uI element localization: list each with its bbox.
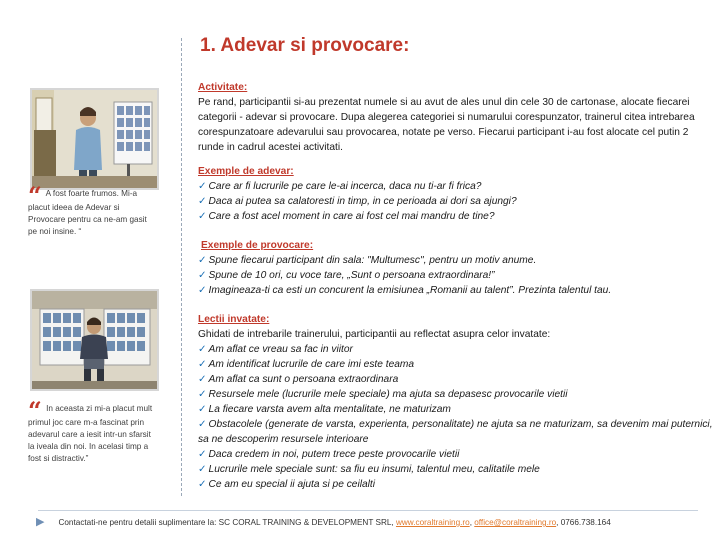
checkmark-icon: ✓	[198, 344, 207, 355]
list-item: ✓ Daca credem in noi, putem trece peste provocarile vietii	[198, 449, 460, 460]
footer-divider	[38, 510, 698, 511]
section-exemple-adevar	[198, 164, 716, 224]
lectii-intro: Ghidati de intrebarile trainerului, participantii au reflectat asupra celor invatate:	[198, 329, 551, 340]
checkmark-icon: ✓	[198, 285, 207, 296]
checkmark-icon: ✓	[198, 255, 207, 266]
website-link[interactable]: www.coraltraining.ro	[395, 518, 470, 527]
photo-presenter-illustration	[32, 90, 157, 188]
checkmark-icon: ✓	[198, 449, 207, 460]
footer-contact: ▶ Contactati-ne pentru detalii suplimentare la: SC CORAL TRAINING & DEVELOPMENT SRL, www.coraltraining.ro, office@coraltraining.ro, 0766.738.164	[36, 516, 611, 528]
footer-text: Contactati-ne pentru detalii suplimentare la: SC CORAL TRAINING & DEVELOPMENT SRL,	[58, 518, 396, 527]
list-item: ✓ Obstacolele (generate de varsta, experienta, personalitate) ne ajuta sa ne maturizam, sa devenim mai puternici, sa ne descoperim resursele interioare	[198, 419, 713, 445]
checkmark-icon: ✓	[198, 270, 207, 281]
section-exemple-provocare	[198, 238, 716, 298]
quote-mark-icon: “	[28, 396, 42, 425]
checkmark-icon: ✓	[198, 404, 207, 415]
column-divider	[181, 38, 183, 496]
testimonial-quote-1	[28, 181, 158, 238]
list-item: ✓ Daca ai putea sa calatoresti in timp, in ce perioada ai dori sa ajungi?	[198, 196, 517, 207]
list-item: ✓ Am aflat ce vreau sa fac in viitor	[198, 344, 353, 355]
checkmark-icon: ✓	[198, 464, 207, 475]
checkmark-icon: ✓	[198, 181, 207, 192]
checkmark-icon: ✓	[198, 374, 207, 385]
lectii-heading: Lectii invatate:	[198, 314, 270, 325]
exemple-provocare-heading: Exemple de provocare:	[201, 240, 314, 251]
list-item: ✓ Care ar fi lucrurile pe care le-ai incerca, daca nu ti-ar fi frica?	[198, 181, 482, 192]
activitate-heading: Activitate:	[198, 82, 248, 93]
checkmark-icon: ✓	[198, 211, 207, 222]
list-item: ✓ Care a fost acel moment in care ai fost cel mai mandru de tine?	[198, 211, 495, 222]
page-title: 1. Adevar si provocare:	[200, 35, 410, 56]
list-item: ✓ Ce am eu special ii ajuta si pe ceilalti	[198, 479, 376, 490]
list-item: ✓ Resursele mele (lucrurile mele speciale) ma ajuta sa depasesc provocarile vietii	[198, 389, 568, 400]
photo-training-presentation	[30, 88, 159, 190]
email-link[interactable]: office@coraltraining.ro	[474, 518, 557, 527]
testimonial-quote-2	[28, 396, 158, 465]
list-item: ✓ La fiecare varsta avem alta mentalitate, ne maturizam	[198, 404, 451, 415]
checkmark-icon: ✓	[198, 196, 207, 207]
activitate-text: Pe rand, participantii si-au prezentat numele si au avut de ales unul din cele 30 de cartonase, alocate fiecarei categorii - adevar si provocare. Dupa alegerea categoriei si numarului corespunzator, trainerul citea intrebarea corespunzatoare adevarului sau provocarea, notate pe verso. Fiecarui participant i-au fost alocate cel putin 2 runde in cadrul acestei activitati.	[198, 97, 695, 153]
list-item: ✓ Am aflat ca sunt o persoana extraordinara	[198, 374, 399, 385]
list-item: ✓ Lucrurile mele speciale sunt: sa fiu eu insumi, talentul meu, calitatile mele	[198, 464, 540, 475]
section-lectii-invatate	[198, 312, 716, 492]
checkmark-icon: ✓	[198, 389, 207, 400]
list-item: ✓ Spune fiecarui participant din sala: "Multumesc", pentru un motiv anume.	[198, 255, 537, 266]
exemple-adevar-heading: Exemple de adevar:	[198, 166, 294, 177]
testimonial-text-2: In aceasta zi mi-a placut mult primul joc care m-a fascinat prin adevarul care a iesit intr-un sfarsit la iveala din noi. In acelasi timp a fost si distractiv.”	[28, 404, 153, 463]
photo-participant-illustration	[32, 291, 157, 389]
checkmark-icon: ✓	[198, 419, 207, 430]
list-item: ✓ Spune de 10 ori, cu voce tare, „Sunt o persoana extraordinara!”	[198, 270, 495, 281]
photo-training-participant	[30, 289, 159, 391]
quote-mark-icon: “	[28, 181, 42, 210]
checkmark-icon: ✓	[198, 359, 207, 370]
main-content	[198, 80, 716, 501]
section-activitate	[198, 80, 716, 155]
testimonial-text-1: A fost foarte frumos. Mi-a placut ideea de Adevar si Provocare pentru ca ne-am gasit pe noi insine. “	[28, 189, 147, 236]
arrow-right-icon: ▶	[36, 516, 45, 528]
checkmark-icon: ✓	[198, 479, 207, 490]
list-item: ✓ Am identificat lucrurile de care imi este teama	[198, 359, 415, 370]
list-item: ✓ Imagineaza-ti ca esti un concurent la emisiunea „Romanii au talent”. Prezinta talentul tau.	[198, 285, 612, 296]
footer-phone: , 0766.738.164	[556, 518, 611, 527]
